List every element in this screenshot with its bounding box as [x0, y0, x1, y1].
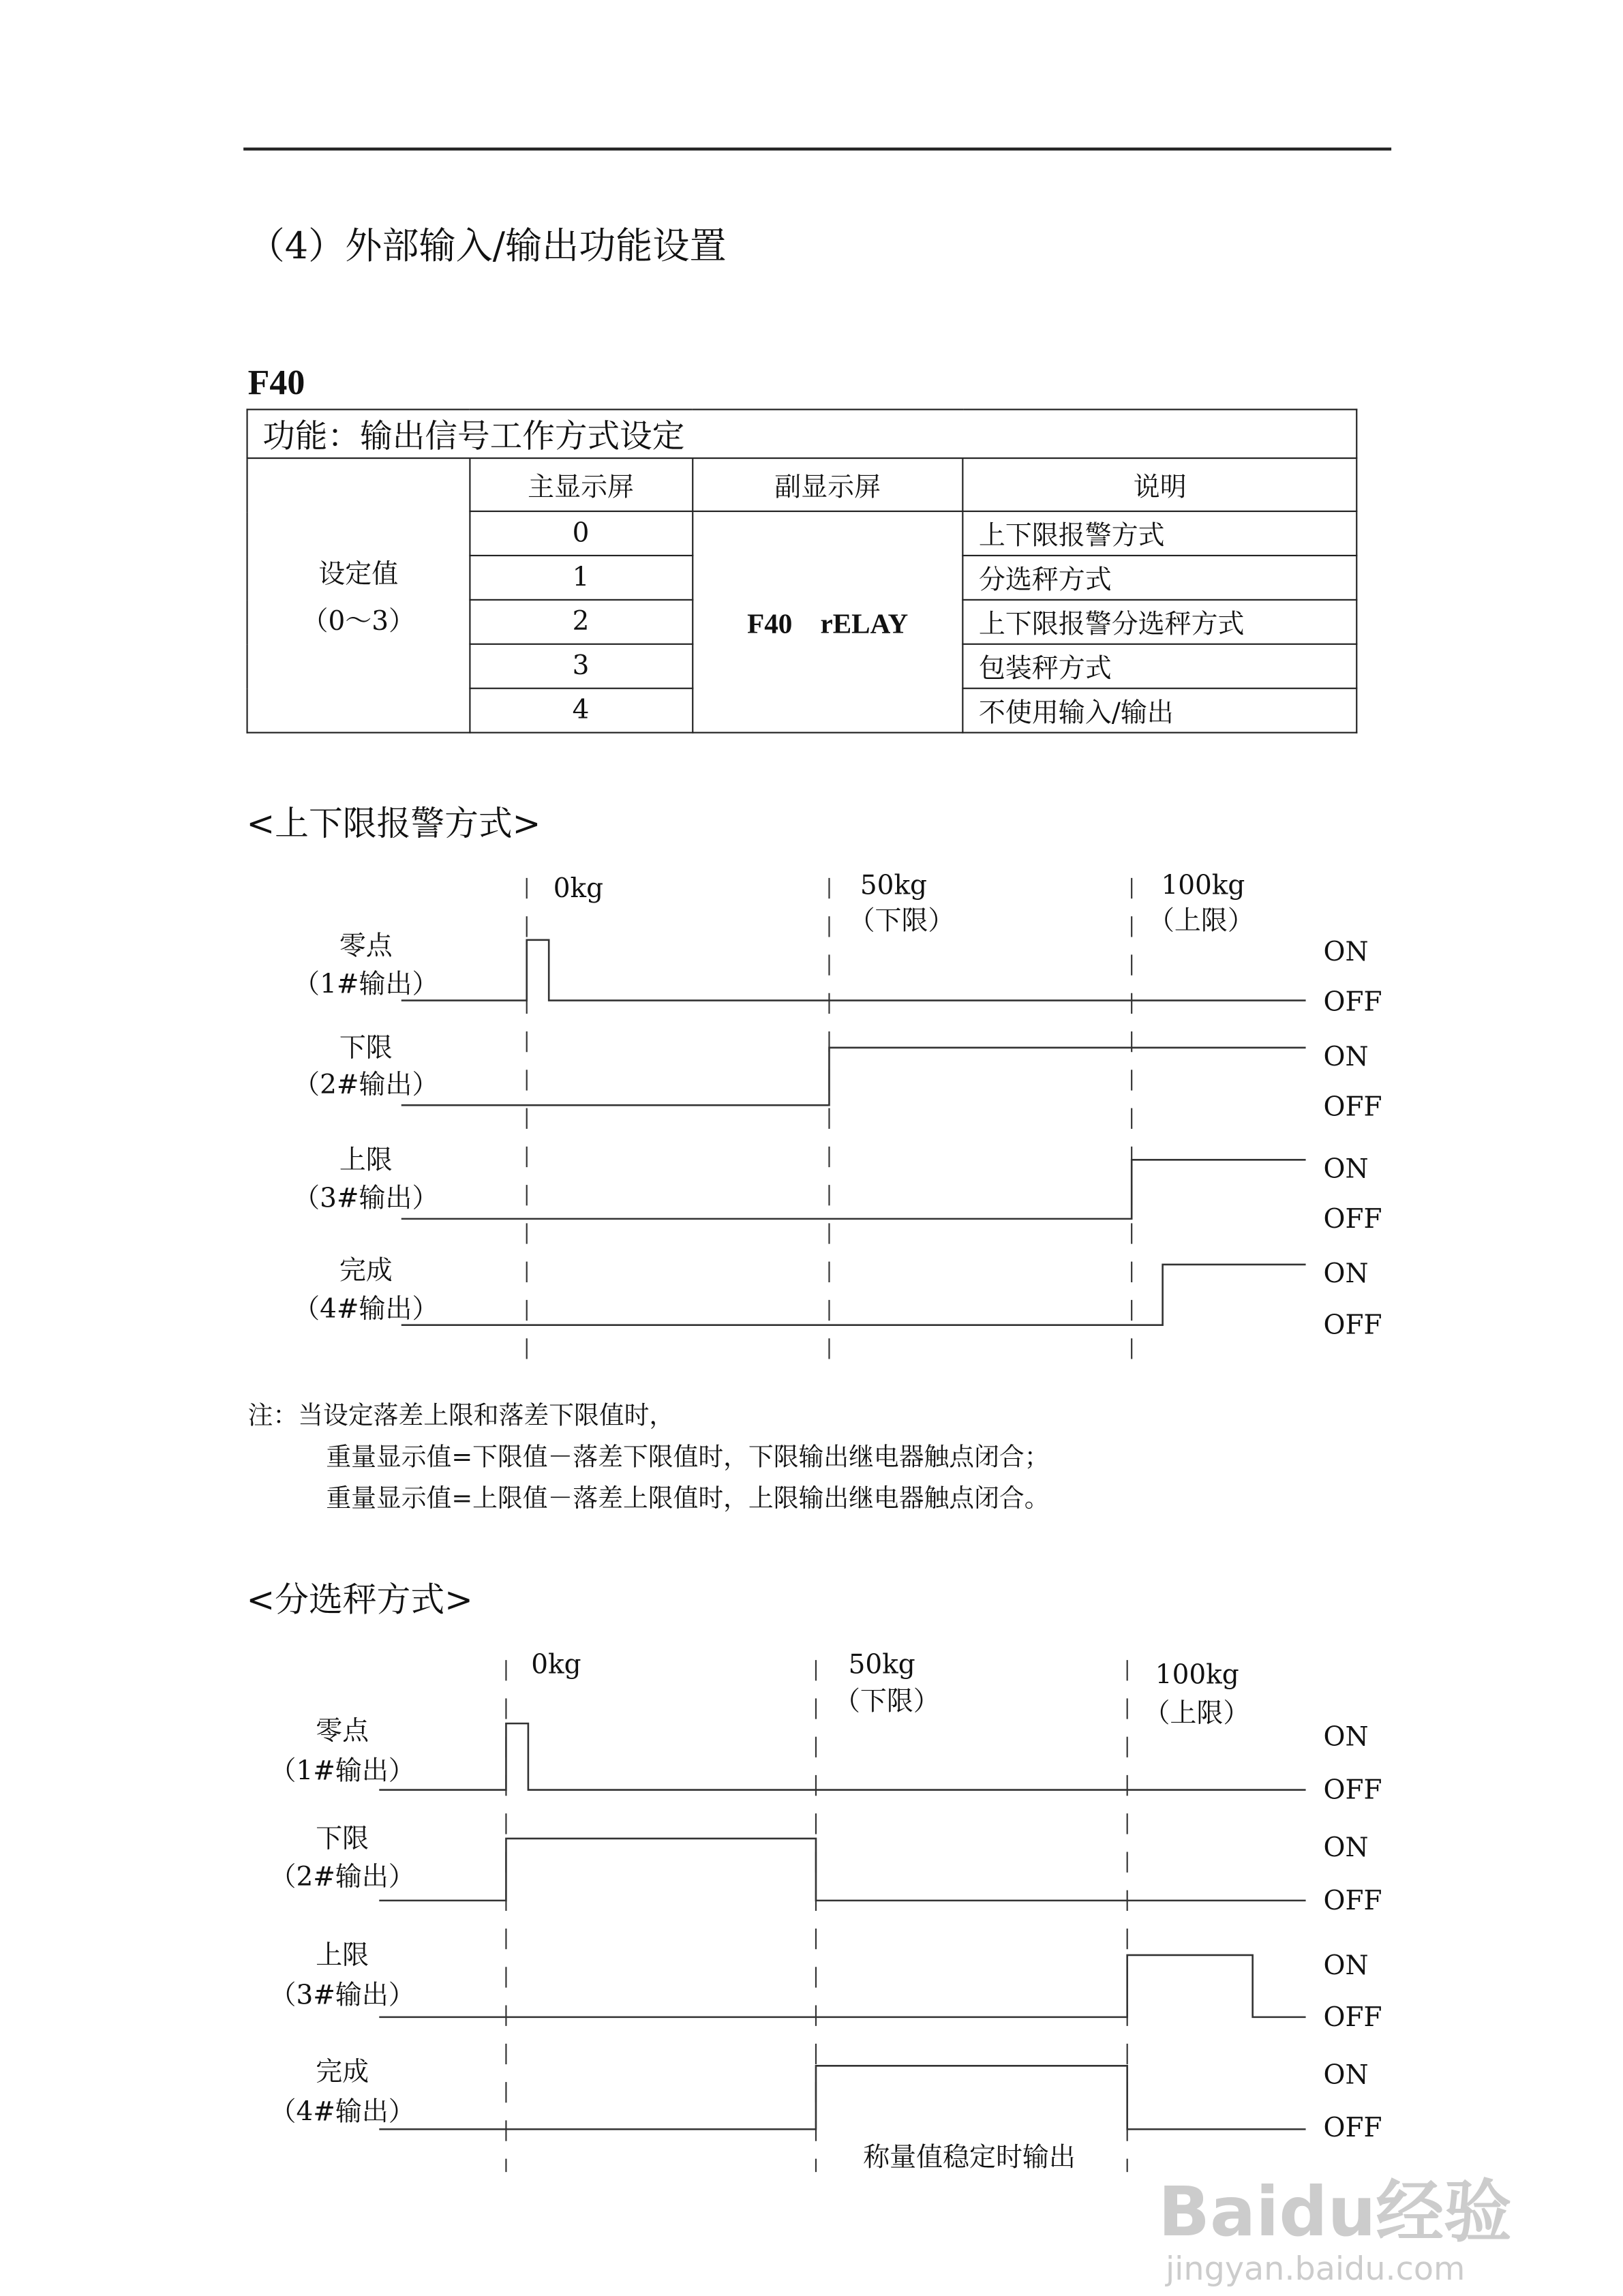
on-label: ON [1323, 1258, 1369, 1289]
value-cell: 2 [470, 600, 692, 644]
header-main-display: 主显示屏 [470, 458, 692, 511]
waveform-zero [379, 1723, 1305, 1789]
waveform-upper [379, 1955, 1305, 2017]
waveform-lower [401, 1048, 1306, 1105]
row-name: 下限 [316, 1823, 369, 1854]
baidu-watermark-logo: Baidu经验 [1158, 2172, 1512, 2252]
on-label: ON [1323, 937, 1369, 968]
header-sub-display: 副显示屏 [692, 458, 963, 511]
on-label: ON [1323, 1041, 1369, 1072]
function-code: F40 [247, 364, 305, 403]
waveform-zero [401, 940, 1306, 1001]
value-cell: 3 [470, 644, 692, 689]
mark-100kg: 100kg [1155, 1659, 1239, 1691]
mark-lower: （下限） [848, 905, 955, 937]
setting-range: （0～3） [301, 605, 415, 637]
mark-50kg: 50kg [860, 870, 928, 901]
off-label: OFF [1323, 1203, 1382, 1235]
diagram2-title: <分选秤方式> [246, 1582, 473, 1620]
off-label: OFF [1323, 2113, 1382, 2144]
off-label: OFF [1323, 2002, 1382, 2033]
on-label: ON [1323, 2059, 1369, 2091]
off-label: OFF [1323, 1774, 1382, 1806]
row-name: 下限 [339, 1032, 393, 1063]
waveform-complete [401, 1265, 1306, 1325]
off-label: OFF [1323, 986, 1382, 1018]
row-output: （3#输出） [293, 1183, 439, 1214]
row-output: （1#输出） [269, 1755, 415, 1787]
on-label: ON [1323, 1721, 1369, 1753]
waveform-upper [401, 1160, 1306, 1219]
desc-cell: 不使用输入/输出 [963, 689, 1356, 733]
row-output: （3#输出） [269, 1980, 415, 2011]
on-label: ON [1323, 1950, 1369, 1982]
row-output: （1#输出） [293, 969, 439, 1000]
stable-output-note: 称量值稳定时输出 [863, 2142, 1076, 2173]
off-label: OFF [1323, 1091, 1382, 1123]
value-cell: 1 [470, 556, 692, 600]
on-label: ON [1323, 1153, 1369, 1185]
waveform-lower [379, 1839, 1305, 1901]
desc-cell: 上下限报警分选秤方式 [963, 600, 1356, 644]
mark-0kg: 0kg [553, 873, 604, 905]
note-line-2: 重量显示值=下限值－落差下限值时，下限输出继电器触点闭合； [326, 1442, 1050, 1473]
function-row: 功能：输出信号工作方式设定 [247, 410, 1357, 458]
row-name: 零点 [316, 1715, 369, 1747]
diagram1-title: <上下限报警方式> [246, 805, 541, 845]
waveform-complete [379, 2066, 1305, 2129]
sub-display-cell: F40 rELAY [692, 511, 963, 733]
setting-label: 设定值 [318, 558, 399, 590]
mark-upper: （上限） [1143, 1697, 1250, 1729]
desc-cell: 分选秤方式 [963, 556, 1356, 600]
row-name: 完成 [339, 1255, 393, 1286]
row-name: 完成 [316, 2056, 369, 2087]
mark-50kg: 50kg [848, 1649, 915, 1680]
mark-lower: （下限） [833, 1686, 940, 1717]
on-label: ON [1323, 1832, 1369, 1863]
note-line-1: 注：当设定落差上限和落差下限值时， [247, 1402, 675, 1432]
off-label: OFF [1323, 1885, 1382, 1916]
row-name: 上限 [316, 1939, 369, 1971]
mark-upper: （上限） [1147, 905, 1254, 937]
baidu-watermark-url: jingyan.baidu.com [1165, 2252, 1466, 2289]
row-name: 上限 [339, 1145, 393, 1176]
note-line-3: 重量显示值=上限值－落差上限值时，上限输出继电器触点闭合。 [326, 1484, 1050, 1514]
row-output: （2#输出） [293, 1069, 439, 1100]
mark-0kg: 0kg [531, 1649, 581, 1680]
section-title: （4）外部输入/输出功能设置 [247, 224, 727, 267]
row-name: 零点 [339, 931, 393, 962]
desc-cell: 上下限报警方式 [963, 511, 1356, 556]
off-label: OFF [1323, 1310, 1382, 1341]
diagram1-dashed-markers [527, 878, 1132, 1365]
header-description: 说明 [963, 458, 1356, 511]
mark-100kg: 100kg [1161, 870, 1245, 901]
row-output: （4#输出） [293, 1293, 439, 1325]
row-output: （4#输出） [269, 2096, 415, 2128]
desc-cell: 包装秤方式 [963, 644, 1356, 689]
row-output: （2#输出） [269, 1862, 415, 1893]
value-cell: 4 [470, 689, 692, 733]
value-cell: 0 [470, 511, 692, 556]
